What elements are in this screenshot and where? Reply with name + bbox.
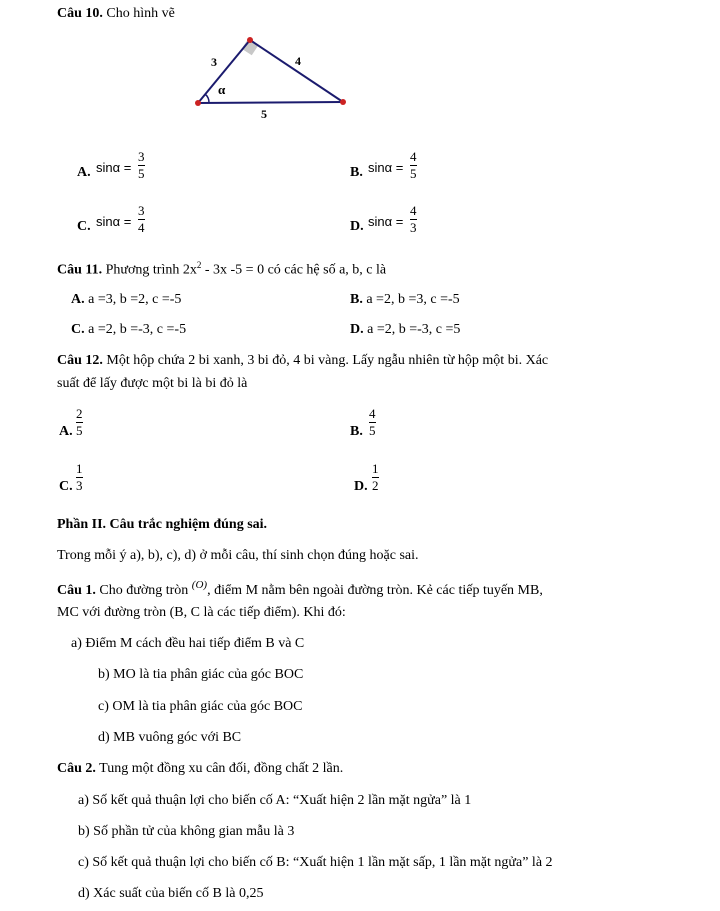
vertex-point [340,99,346,105]
q12-option-b-label: B. [350,424,363,439]
option-text: a =2, b =3, c =-5 [366,292,460,307]
label-side-bottom: 5 [261,107,267,121]
denominator: 3 [76,477,83,493]
c1-line2: MC với đường tròn (B, C là các tiếp điểm). Khi đó: [57,605,346,620]
q12-text-line2: suất để lấy được một bi là bi đỏ là [57,376,248,391]
q11-option-a [71,292,181,309]
q12-option-c-label: C. [59,479,73,494]
denominator: 5 [410,165,417,181]
option-text: a =3, b =2, c =-5 [88,292,182,307]
q10-option-c-label: C. [77,219,91,234]
part2-intro: Trong mỗi ý a), b), c), d) ở mỗi câu, thí sinh chọn đúng hoặc sai. [57,548,419,563]
c1-item-c: c) OM là tia phân giác của góc BOC [98,699,303,714]
option-label: C. [71,322,85,337]
q12-option-c-fraction [76,462,83,492]
c2-item-c: c) Số kết quả thuận lợi cho biến cố B: “Xuất hiện 1 lần mặt sấp, 1 lần mặt ngửa” là 2 [78,855,553,870]
numerator: 3 [138,203,145,218]
q10-option-d-label: D. [350,219,364,234]
q10-title: Câu 10. [57,6,103,21]
denominator: 5 [76,422,83,438]
q12-option-a-fraction [76,407,83,437]
q10-option-b-label: B. [350,165,363,180]
denominator: 2 [372,477,379,493]
label-angle: α [218,82,226,97]
q11-header [57,260,386,279]
q11-text-pre: Phương trình 2x [105,262,197,278]
q10-option-c-fn: sinα = [96,214,132,229]
c2-header [57,761,343,778]
q12-option-d-label: D. [354,479,368,494]
label-side-right: 4 [295,54,301,68]
q11-superscript: 2 [196,260,202,270]
part2-heading: Phần II. Câu trắc nghiệm đúng sai. [57,517,268,532]
numerator: 1 [76,461,83,476]
q12-text-line1: Một hộp chứa 2 bi xanh, 3 bi đỏ, 4 bi vàng. Lấy ngẫu nhiên từ hộp một bi. Xác [106,353,549,368]
q11-option-c [71,322,186,339]
option-label: D. [350,322,364,337]
q10-option-d-fraction [410,204,417,234]
numerator: 1 [372,461,379,476]
q12-option-d-fraction [372,462,379,492]
denominator: 5 [138,165,145,181]
c1-text-pre: Cho đường tròn [99,583,192,598]
q11-title: Câu 11. [57,262,103,278]
q12-title: Câu 12. [57,353,103,368]
denominator: 3 [410,219,417,235]
q11-text-post: - 3x -5 = 0 có các hệ số a, b, c là [201,262,387,278]
q12-option-a-label: A. [59,424,73,439]
c1-item-a: a) Điểm M cách đều hai tiếp điểm B và C [71,636,305,651]
q10-option-a-fn: sinα = [96,160,132,175]
q10-option-a-label: A. [77,165,91,180]
triangle-side-right [250,40,343,102]
option-label: A. [71,292,85,307]
c1-item-d: d) MB vuông góc với BC [98,730,242,745]
q10-option-b-fn: sinα = [368,160,404,175]
numerator: 4 [410,149,417,164]
q11-option-b [350,292,460,309]
c1-line1 [57,579,543,600]
angle-arc [205,94,209,103]
q11-option-d [350,322,460,339]
c1-item-b: b) MO là tia phân giác của góc BOC [98,667,304,682]
c2-item-d: d) Xác suất của biến cố B là 0,25 [78,886,264,901]
numerator: 4 [369,406,376,421]
denominator: 5 [369,422,376,438]
denominator: 4 [138,219,145,235]
q12-option-b-fraction [369,407,376,437]
numerator: 4 [410,203,417,218]
option-label: B. [350,292,363,307]
numerator: 3 [138,149,145,164]
c2-title: Câu 2. [57,761,96,776]
c2-text: Tung một đồng xu cân đối, đồng chất 2 lần. [99,761,344,776]
option-text: a =2, b =-3, c =5 [367,322,461,337]
q10-text: Cho hình vẽ [106,6,175,21]
q10-option-c-fraction [138,204,145,234]
q10-option-b-fraction [410,150,417,180]
label-side-left: 3 [211,55,217,69]
q10-option-d-fn: sinα = [368,214,404,229]
circle-symbol: (O) [191,579,208,591]
vertex-point [247,37,253,43]
option-text: a =2, b =-3, c =-5 [88,322,187,337]
c2-item-b: b) Số phần tử của không gian mẫu là 3 [78,824,295,839]
c1-title: Câu 1. [57,583,96,598]
c1-text-post: , điểm M nằm bên ngoài đường tròn. Kẻ các tiếp tuyến MB, [207,583,543,598]
c2-item-a: a) Số kết quả thuận lợi cho biến cố A: “Xuất hiện 2 lần mặt ngửa” là 1 [78,793,472,808]
vertex-point [195,100,201,106]
numerator: 2 [76,406,83,421]
q10-option-a-fraction [138,150,145,180]
triangle-side-bottom [198,102,343,103]
q12-line1 [57,353,548,370]
